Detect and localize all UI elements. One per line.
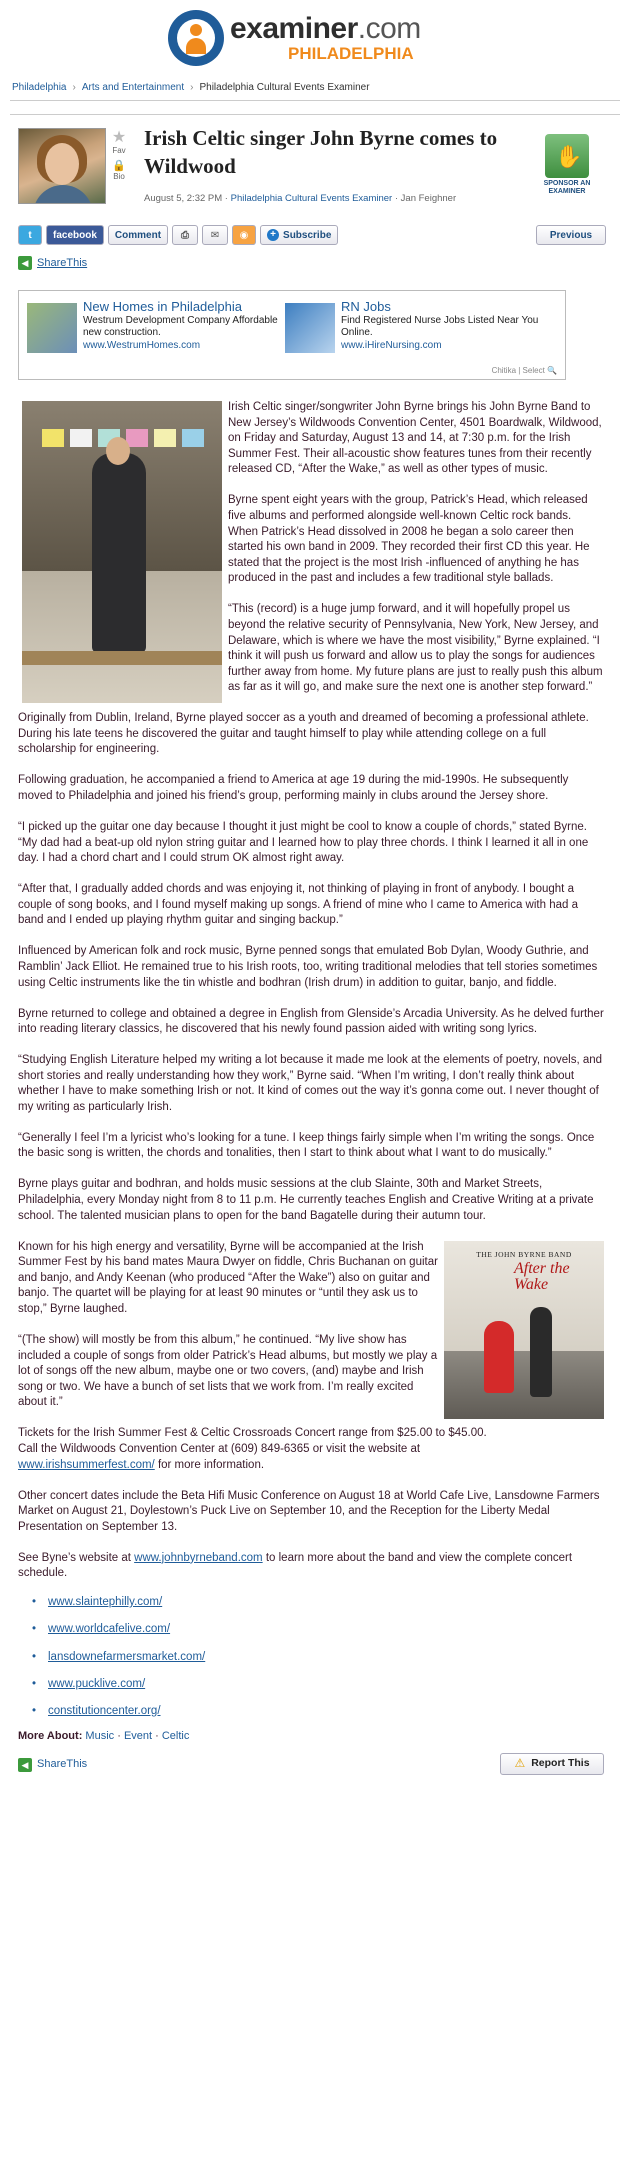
- site-header: [0, 0, 628, 80]
- john-byrne-band-link[interactable]: www.johnbyrneband.com: [134, 1551, 263, 1564]
- favorite-star-icon[interactable]: ★: [111, 129, 127, 146]
- john-byrne-photo: [22, 401, 222, 703]
- ad-url[interactable]: www.WestrumHomes.com: [83, 340, 201, 351]
- report-button[interactable]: [500, 1753, 604, 1775]
- handshake-icon: ✋: [545, 134, 589, 178]
- related-link[interactable]: lansdownefarmersmarket.com/: [48, 1650, 206, 1663]
- chitika-label[interactable]: Chitika | Select 🔍: [491, 366, 557, 375]
- breadcrumb: Philadelphia › Arts and Entertainment › Philadelphia Cultural Events Examiner: [12, 82, 370, 93]
- irish-summer-fest-link[interactable]: www.irishsummerfest.com/: [18, 1458, 155, 1471]
- paragraph: “After that, I gradually added chords and was enjoying it, not thinking of playing in front of anybody. I bought a couple of song books, and I found myself making up songs. A friend of mine who I came to America with had a band and I ended up playing rhythm guitar and singing backup.”: [18, 883, 578, 927]
- list-item: [48, 1704, 604, 1720]
- breadcrumb-current: Philadelphia Cultural Events Examiner: [199, 82, 370, 93]
- sponsor-an-examiner[interactable]: [538, 134, 596, 196]
- paragraph: “Generally I feel I’m a lyricist who’s looking for a tune. I keep things fairly simple when I’m writing the songs. Once the basic song is written, the chords and tonalities, then I start to think about what I want to do musically.”: [18, 1131, 595, 1160]
- paragraph: “(The show) will mostly be from this album,” he continued. “My live show has included a couple of songs from older Patrick’s Head albums, but mostly we play a lot of songs off the new album, maybe one or two covers, (and) maybe and Irish song or two. We have a bunch of set lists that we work from. I’m really excited about it.”: [18, 1333, 438, 1409]
- paragraph: Byrne returned to college and obtained a degree in English from Glenside’s Arcadia University. As he delved further into reading literary classics, he discovered that his newly found passion aided with writing song lyrics.: [18, 1007, 604, 1036]
- paragraph: “I picked up the guitar one day because I thought it just might be cool to know a couple of chords,” stated Byrne. “My dad had a beat-up old nylon string guitar and I learned how to play three chords. I think I learned it all in one day. I had a chord chart and I could strum OK almost right away.: [18, 821, 589, 865]
- sponsor-label: SPONSOR AN EXAMINER: [543, 180, 591, 195]
- ad-description: Westrum Development Company Affordable new construction.: [83, 315, 278, 338]
- tickets-paragraph: [18, 1426, 604, 1473]
- ad-title[interactable]: New Homes in Philadelphia: [83, 299, 242, 314]
- subscribe-label: Subscribe: [283, 229, 332, 241]
- tag-link[interactable]: Event: [123, 1730, 153, 1743]
- map-thumbnail: [27, 303, 77, 353]
- author-photo[interactable]: [18, 128, 106, 204]
- paragraph: “Studying English Literature helped my writing a lot because it made me look at the elements of poetry, novels, and short stories and really understanding how they work,” Byrne said. “When I’m writing, I don’t really think about whether I have to make something Irish or not. It kind of comes out the way it’s gonna come out. I never thought of my writing as particularly Irish.: [18, 1054, 603, 1113]
- twitter-button[interactable]: [18, 225, 42, 245]
- share-icon: ◀: [18, 256, 32, 270]
- paragraph: Influenced by American folk and rock music, Byrne penned songs that emulated Bob Dylan, Woody Guthrie, and Ramblin’ Jack Elliot. He remained true to his Irish roots, too, writing traditional melodies that tell stories sometimes using Celtic instruments like the tin whistle and bodhran (Irish drum) in addition to guitar, banjo, and fiddle.: [18, 945, 598, 989]
- examiner-logo-icon: [168, 10, 224, 66]
- paragraph: Byrne plays guitar and bodhran, and holds music sessions at the club Slainte, 30th and Market Streets, Philadelphia, every Monday night from 8 to 11 p.m. He currently teaches English and Creative Writing at a private school. The talented musician plans to open for the band Bagatelle during their autumn tour.: [18, 1178, 594, 1222]
- ad-description: Find Registered Nurse Jobs Listed Near You Online.: [341, 315, 539, 338]
- tag-link[interactable]: Celtic: [161, 1730, 190, 1743]
- divider: [10, 114, 620, 115]
- report-label: Report This: [531, 1757, 590, 1769]
- album-band-name: THE JOHN BYRNE BAND: [476, 1249, 572, 1259]
- share-this-link[interactable]: ShareThis: [37, 257, 88, 269]
- related-links: [18, 1595, 604, 1719]
- breadcrumb-arts[interactable]: Arts and Entertainment: [81, 82, 185, 93]
- article-title: Irish Celtic singer John Byrne comes to Wildwood: [144, 126, 498, 178]
- examiner-logo[interactable]: [168, 10, 421, 66]
- paragraph: Originally from Dublin, Ireland, Byrne played soccer as a youth and dreamed of becoming a professional athlete. During his late teens he discovered the guitar and taught himself to play while attending college on a full scholarship for engineering.: [18, 712, 589, 756]
- breadcrumb-philadelphia[interactable]: Philadelphia: [12, 82, 67, 93]
- previous-button[interactable]: Previous: [536, 225, 606, 245]
- rss-icon[interactable]: ◉: [232, 225, 256, 245]
- paragraph: Byrne spent eight years with the group, Patrick’s Head, which released five albums and performed alongside well-known Celtic rock bands. When Patrick’s Head dissolved in 2008 he began a solo career then started his own band in 2009. They recorded their first CD this year. He stated that the project is the most Irish -influenced of anything he has produced in the past and includes a few traditional style ballads.: [228, 494, 590, 585]
- ad-title[interactable]: RN Jobs: [341, 299, 391, 314]
- brand-name: examiner: [230, 12, 358, 45]
- share-icon: ◀: [18, 1758, 32, 1772]
- album-cover-photo: [444, 1241, 604, 1419]
- ad-box: [18, 290, 566, 380]
- share-this-bottom[interactable]: [18, 1757, 87, 1773]
- bio-icon[interactable]: 🔒: [112, 160, 126, 172]
- social-toolbar: [18, 225, 338, 245]
- tickets-line: Call the Wildwoods Convention Center at (609) 849-6365 or visit the website at: [18, 1442, 421, 1455]
- print-icon[interactable]: ⎙: [172, 225, 198, 245]
- list-item: [48, 1595, 604, 1611]
- article-meta: August 5, 2:32 PM · Philadelphia Cultural Events Examiner · Jan Feighner: [144, 193, 457, 204]
- share-this-link[interactable]: ShareThis: [37, 1757, 88, 1770]
- paragraph: Irish Celtic singer/songwriter John Byrne brings his John Byrne Band to New Jersey’s Wildwoods Convention Center, 4501 Boardwalk, Wildwood, on Friday and Saturday, August 13 and 14, at 7:30 p.m. for the Irish Summer Fest. Their all-acoustic show features tunes from their recently released CD, “After the Wake,” as well as other types of music.: [228, 401, 602, 476]
- tickets-line: for more information.: [154, 1458, 265, 1471]
- article-date: August 5, 2:32 PM: [144, 193, 223, 204]
- album-title: After the Wake: [514, 1259, 570, 1293]
- tickets-line: Tickets for the Irish Summer Fest & Celtic Crossroads Concert range from $25.00 to $45.00.: [18, 1427, 487, 1440]
- list-item: [48, 1650, 604, 1666]
- website-paragraph: See Byne’s website at www.johnbyrneband.com to learn more about the band and view the complete concert schedule.: [18, 1551, 573, 1580]
- more-about-label: More About:: [18, 1730, 83, 1743]
- divider: [10, 100, 620, 101]
- subscribe-button[interactable]: [260, 225, 338, 245]
- related-link[interactable]: www.slaintephilly.com/: [48, 1596, 163, 1609]
- other-dates-paragraph: Other concert dates include the Beta Hifi Music Conference on August 18 at World Cafe Live, Lansdowne Farmers Market on August 21, Doylestown’s Puck Live on September 10, and the Reception for the Liberty Medal Presentation on September 13.: [18, 1489, 600, 1533]
- ad-url[interactable]: www.iHireNursing.com: [341, 340, 442, 351]
- paragraph: Known for his high energy and versatility, Byrne will be accompanied at the Irish Summer Fest by his band mates Maura Dwyer on fiddle, Chris Buchanan on guitar and banjo, and Andy Keenan (who produced “After the Wake”) also on guitar and banjo. The quartet will be playing for at least 90 minutes or “until they ask us to stop,” Byrne laughed.: [18, 1240, 438, 1315]
- section-link[interactable]: Philadelphia Cultural Events Examiner: [230, 193, 393, 204]
- paragraph: “This (record) is a huge jump forward, and it will hopefully propel us beyond the relative security of Pennsylvania, New York, New Jersey, and Delaware, which is where we have the most visibility,” Byrne explained. “I think it will push us forward and allow us to play the songs for audiences further away from home. My future plans are just to really push this album as far as it will go, and make sure the next one is another step forward.”: [228, 603, 603, 694]
- related-link[interactable]: www.worldcafelive.com/: [48, 1623, 171, 1636]
- article-footer: [18, 1753, 604, 1779]
- paragraph: Following graduation, he accompanied a friend to America at age 19 during the mid-1990s. He subsequently moved to Philadelphia and joined his friend’s group, performing mainly in clubs around the Jersey shore.: [18, 774, 569, 803]
- comment-button[interactable]: Comment: [108, 225, 168, 245]
- bio-label[interactable]: Bio: [113, 172, 125, 181]
- fav-bio-panel: [110, 130, 128, 181]
- twitter-icon: t: [28, 229, 32, 241]
- more-about: More About: Music · Event · Celtic: [18, 1730, 190, 1743]
- facebook-button[interactable]: facebook: [46, 225, 104, 245]
- warning-icon: ⚠: [514, 1756, 526, 1770]
- search-icon[interactable]: 🔍: [547, 366, 557, 375]
- brand-suffix: .com: [357, 12, 421, 45]
- tag-link[interactable]: Music: [85, 1730, 115, 1743]
- related-link[interactable]: www.pucklive.com/: [48, 1677, 146, 1690]
- fav-label[interactable]: Fav: [112, 146, 126, 155]
- plus-icon: +: [267, 229, 279, 241]
- share-this[interactable]: [18, 256, 87, 270]
- list-item: [48, 1622, 604, 1638]
- related-link[interactable]: constitutioncenter.org/: [48, 1705, 161, 1718]
- map-thumbnail: [285, 303, 335, 353]
- list-item: [48, 1677, 604, 1693]
- author-name: Jan Feighner: [400, 193, 457, 204]
- brand-city: PHILADELPHIA: [288, 44, 414, 63]
- article-body: [18, 400, 604, 1779]
- email-icon[interactable]: ✉: [202, 225, 228, 245]
